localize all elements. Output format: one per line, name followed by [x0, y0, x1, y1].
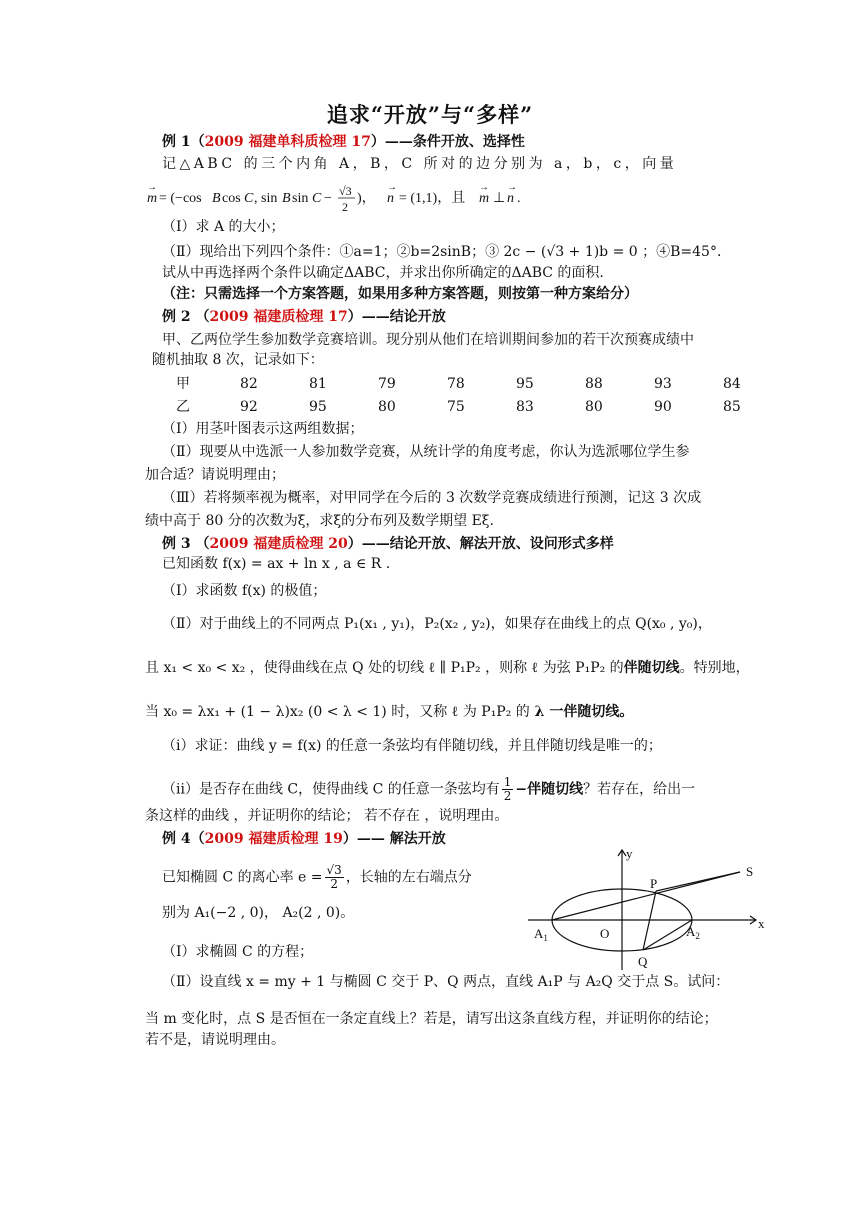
ex4-q1: （Ⅰ）求椭圆 C 的方程；: [162, 944, 314, 960]
ex4-q4: 若不是，请说明理由。: [145, 1032, 285, 1048]
ex1-line-1: 记△ABC 的三个内角 A，B，C 所对的边分别为 a，b，c，向量: [162, 156, 678, 172]
fraction-denominator: 2: [330, 877, 338, 892]
svg-text:C: C: [312, 191, 322, 206]
ellipse-figure: [528, 846, 778, 976]
ex2-heading-source: 2009 福建质检理 17: [209, 309, 348, 325]
svg-text:, sin: , sin: [254, 191, 278, 206]
ex4-heading: [162, 831, 446, 849]
score-table: [176, 373, 792, 419]
table-cell: 83: [516, 398, 534, 415]
label-a2-letter: A: [686, 924, 696, 939]
table-cell: 80: [378, 398, 396, 415]
label-a2: [686, 924, 700, 941]
ex3-q2-c-text: 当 x₀ = λx₁ + (1 − λ)x₂ (0 < λ < 1) 时，又称 ℓ 为 P₁P₂ 的: [145, 704, 530, 720]
label-p: P: [650, 876, 658, 891]
ex3-term-lambda-tangent: λ 一伴随切线。: [529, 704, 634, 720]
label-x: x: [758, 916, 765, 931]
svg-text:−: −: [324, 191, 332, 206]
row-name: 甲: [176, 375, 190, 392]
table-cell: 81: [309, 375, 327, 392]
svg-text:→: →: [387, 184, 397, 193]
svg-text:= (−cos: = (−cos: [159, 191, 202, 206]
ex3-qii-tail: ？若存在，给出一: [583, 781, 696, 798]
label-y: y: [626, 846, 633, 861]
svg-text:= (1,1)，且: = (1,1)，且: [399, 191, 466, 206]
page-title: 追求“开放”与“多样”: [326, 102, 534, 127]
fraction-denominator: 2: [503, 789, 512, 804]
fraction-numerator: √3: [326, 863, 342, 877]
ex3-q2-b-text: 且 x₁ < x₀ < x₂ ，使得曲线在点 Q 处的切线 ℓ ∥ P₁P₂ ，则称 ℓ 为弦 P₁P₂ 的: [145, 660, 624, 676]
ex2-intro-2: 随机抽取 8 次，记录如下：: [152, 352, 324, 368]
ex4-heading-source: 2009 福建质检理 19: [204, 831, 343, 847]
svg-text:)，: )，: [357, 191, 376, 206]
svg-text:sin: sin: [292, 191, 309, 206]
label-q: Q: [638, 954, 648, 969]
table-cell: 80: [585, 398, 603, 415]
line-a2-q: [643, 920, 692, 950]
svg-text:2: 2: [342, 200, 348, 214]
svg-text:n: n: [507, 191, 514, 206]
ex3-qii-c: 条这样的曲线 ，并证明你的结论； 若不存在 ，说明理由。: [145, 808, 509, 824]
svg-text:cos: cos: [222, 191, 241, 206]
row-name: 乙: [176, 398, 190, 415]
ex2-q2-a: （Ⅱ）现要从中选派一人参加数学竞赛，从统计学的角度考虑，你认为选派哪位学生参: [162, 444, 690, 460]
ex3-heading-prefix: 例 3 （: [162, 536, 210, 552]
label-a1: [534, 926, 548, 943]
ex3-intro: 已知函数 f(x) = ax + ln x , a ∈ R .: [162, 556, 391, 572]
table-cell: 85: [723, 398, 741, 415]
table-cell: 84: [723, 375, 741, 392]
line-p-s: [656, 872, 740, 891]
svg-text:m: m: [479, 191, 490, 206]
ex1-heading-topic: ）——条件开放、选择性: [370, 134, 525, 150]
ex3-term-companion-tangent: 伴随切线: [623, 660, 680, 676]
svg-text:.: .: [517, 191, 521, 206]
table-row: [176, 396, 792, 419]
ex3-q2-c: [145, 704, 633, 722]
ex4-line-1-text: 已知椭圆 C 的离心率 e =: [162, 869, 323, 886]
svg-text:B: B: [282, 191, 291, 206]
svg-text:→: →: [507, 184, 517, 193]
ex1-heading: [162, 134, 525, 152]
ex3-heading-source: 2009 福建质检理 20: [209, 536, 348, 552]
label-s: S: [746, 864, 754, 879]
ex1-heading-source: 2009 福建单科质检理 17: [204, 134, 371, 150]
table-cell: 88: [585, 375, 603, 392]
table-cell: 92: [240, 398, 258, 415]
ex2-q3-a: （Ⅲ）若将频率视为概率，对甲同学在今后的 3 次数学竞赛成绩进行预测，记这 3 次成: [162, 490, 702, 506]
table-cell: 82: [240, 375, 258, 392]
table-row: [176, 373, 792, 396]
ex1-q1: （Ⅰ）求 A 的大小；: [162, 219, 285, 235]
ex4-q3: 当 m 变化时，点 S 是否恒在一条定直线上？若是，请写出这条直线方程，并证明你的结论；: [145, 1011, 718, 1027]
ex3-q2: （Ⅱ）对于曲线上的不同两点 P₁(x₁ , y₁)，P₂(x₂ , y₂)，如果存在曲线上的点 Q(x₀ , y₀)，: [162, 616, 712, 632]
label-a2-subscript: 2: [695, 931, 700, 941]
svg-text:C: C: [244, 191, 254, 206]
ex2-q2-b: 加合适？请说明理由；: [145, 467, 285, 483]
svg-text:⊥: ⊥: [493, 191, 506, 206]
ex1-q2: （Ⅱ）现给出下列四个条件：①a=1；②b=2sinB；③ 2c − (√3 + 1)b = 0 ；④B=45°．: [162, 244, 731, 260]
fraction-sqrt3-over-2: [325, 864, 344, 891]
ex2-heading-prefix: 例 2 （: [162, 309, 210, 325]
ex3-heading-topic: ）——结论开放、解法开放、设问形式多样: [347, 536, 614, 552]
label-o: O: [600, 926, 610, 941]
fraction-one-half: [502, 776, 514, 803]
ex3-qi: （ⅰ）求证：曲线 y = f(x) 的任意一条弦均有伴随切线，并且伴随切线是唯一的；: [162, 738, 662, 754]
table-cell: 78: [447, 375, 465, 392]
ex4-heading-topic: ）—— 解法开放: [342, 831, 446, 847]
ex4-heading-prefix: 例 4（: [162, 831, 205, 847]
ex2-q3-b: 绩中高于 80 分的次数为ξ，求ξ的分布列及数学期望 Eξ.: [145, 513, 494, 529]
table-cell: 95: [309, 398, 327, 415]
label-a1-subscript: 1: [543, 933, 548, 943]
ex1-vectors: [145, 184, 565, 220]
line-a1-s: [552, 872, 740, 920]
svg-text:B: B: [212, 191, 221, 206]
svg-text:n: n: [387, 191, 394, 206]
ex3-q2-b: [145, 660, 750, 678]
ex4-line-2: 别为 A₁(−2 , 0)， A₂(2 , 0)。: [162, 905, 355, 921]
label-a1-letter: A: [534, 926, 544, 941]
ex1-q3: 试从中再选择两个条件以确定ΔABC，并求出你所确定的ΔABC 的面积.: [162, 265, 604, 281]
ex1-heading-prefix: 例 1（: [162, 134, 205, 150]
ex4-line-1: [162, 864, 472, 891]
fraction-numerator: 1: [503, 775, 512, 789]
ex4-line-1-tail: ，长轴的左右端点分: [345, 869, 472, 886]
table-cell: 95: [516, 375, 534, 392]
ex3-q1: （Ⅰ）求函数 f(x) 的极值；: [162, 583, 327, 599]
ex3-q2-b-tail: 。特别地，: [679, 660, 750, 676]
ex3-qii: [162, 776, 695, 803]
ex2-heading: [162, 309, 446, 327]
table-cell: 93: [654, 375, 672, 392]
ex1-vector-formula: [145, 184, 565, 214]
ex2-heading-topic: ）——结论开放: [347, 309, 446, 325]
ex1-note: （注：只需选择一个方案答题，如果用多种方案答题，则按第一种方案给分）: [162, 286, 638, 302]
svg-text:√3: √3: [339, 184, 352, 198]
svg-text:m: m: [147, 191, 158, 206]
table-cell: 90: [654, 398, 672, 415]
ex3-heading: [162, 536, 614, 554]
ex2-intro-1: 甲、乙两位学生参加数学竞赛培训。现分别从他们在培训期间参加的若干次预赛成绩中: [162, 332, 694, 348]
svg-text:→: →: [479, 184, 489, 193]
ex2-q1: （Ⅰ）用茎叶图表示这两组数据；: [162, 421, 364, 437]
ex4-q2: （Ⅱ）设直线 x = my + 1 与椭圆 C 交于 P、Q 两点，直线 A₁P 与 A₂Q 交于点 S。试问：: [162, 974, 730, 990]
table-cell: 79: [378, 375, 396, 392]
svg-text:→: →: [147, 184, 157, 193]
ex3-term-half-tangent: −伴随切线: [515, 781, 584, 798]
table-cell: 75: [447, 398, 465, 415]
ex3-qii-text: （ⅱ）是否存在曲线 C，使得曲线 C 的任意一条弦均有: [162, 781, 500, 798]
